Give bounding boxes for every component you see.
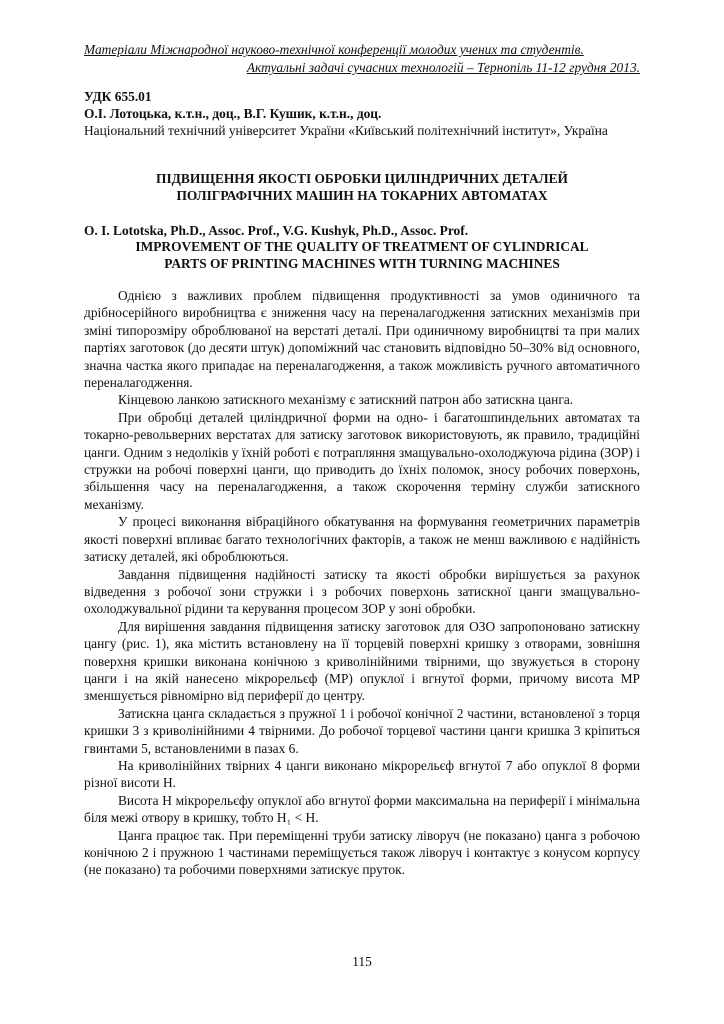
affiliation: Національний технічний університет України «Київський політехнічний інститут», Україна (84, 123, 608, 138)
paragraph: Для вирішення завдання підвищення затиску заготовок для ОЗО запропоновано затискну цангу (рис. 1), яка містить встановлену на її торцевій поверхні кришку з отворами, зовнішня поверхня кришки виконана конічною з криволінійними твірними, що звужується в сторону цанги і на якій нанесено мікрорельєф (МР) опуклої і вгнутої форми, причому висота МР зменшується рівномірно від периферії до центру. (84, 618, 640, 704)
title-ua (84, 171, 640, 204)
page-number: 115 (352, 954, 372, 969)
title-en (84, 239, 640, 272)
paragraph: Кінцевою ланкою затискного механізму є затискний патрон або затискна цанга. (118, 392, 574, 408)
authors-en: O. I. Lototska, Ph.D., Assoc. Prof., V.G. Kushyk, Ph.D., Assoc. Prof. (84, 223, 469, 238)
article-body (84, 287, 640, 879)
running-header-line2: Актуальні задачі сучасних технологій – Тернопіль 11-12 грудня 2013. (246, 60, 640, 75)
udk-code: УДК 655.01 (84, 89, 152, 104)
paragraph: На криволінійних твірних 4 цанги виконано мікрорельєф вгнутої 7 або опуклої 8 форми різної висоти H. (84, 757, 640, 791)
title-en-line1: IMPROVEMENT OF THE QUALITY OF TREATMENT OF CYLINDRICAL (135, 239, 589, 254)
paragraph: Однією з важливих проблем підвищення продуктивності за умов одиничного та дрібносерійного виробництва є зниження часу на переналагодження затискних механізмів при зміні типорозміру оброблюваної на верстаті деталі. При одиничному виробництві та при малих партіях заготовок (до десяти штук) допоміжний час становить відповідно 50–30% від основного, значна частка якого припадає на переналагодження, а також можливість ручного автоматичного переналагодження. (84, 288, 640, 391)
paragraph: Затискна цанга складається з пружної 1 і робочої конічної 2 частини, встановленої з торця кришки 3 з криволінійними 4 твірними. До робочої торцевої частини цанги кришка 3 кріпиться гвинтами 5, встановленими в пазах 6. (84, 705, 640, 756)
title-en-line2: PARTS OF PRINTING MACHINES WITH TURNING MACHINES (164, 255, 560, 271)
paragraph: Цанга працює так. При переміщенні труби затиску ліворуч (не показано) цанга з робочою конічною 2 і пружною 1 частинами переміщується також ліворуч і контактує з конусом корпусу (не показано) та робочими поверхнями затискує пруток. (84, 827, 640, 878)
running-header-line1: Матеріали Міжнародної науково-технічної конференції молодих учених та студентів. (84, 42, 584, 57)
paragraph: Висота H мікрорельєфу опуклої або вгнутої форми максимальна на периферії і мінімальна біля межі отвору в кришку, тобто H₁ < H. (84, 792, 640, 826)
paragraph: Завдання підвищення надійності затиску та якості обробки вирішується за рахунок відведення з робочої зони стружки і з робочих поверхонь затискної цанги змащувально-охолоджувальної рідини та керування процесом ЗОР у зоні обробки. (84, 566, 640, 617)
authors-ua: О.І. Лотоцька, к.т.н., доц., В.Г. Кушик, к.т.н., доц. (84, 106, 382, 121)
paragraph: При обробці деталей циліндричної форми на одно- і багатошпиндельних автоматах та токарно-револьверних верстатах для затиску заготовок використовують, як правило, традиційні цанги. Одним з недоліків у їхній роботі є потрапляння змащувально-охолоджуюча рідина (ЗОР) і стружки на робочі поверхні цанги, що приводить до їхніх поломок, зносу робочих поверхонь, збільшення часу на переналагодження, а також скорочення терміну служби затискного механізму. (84, 409, 640, 512)
title-ua-line2: ПОЛІГРАФІЧНИХ МАШИН НА ТОКАРНИХ АВТОМАТАХ (176, 187, 548, 203)
paragraph: У процесі виконання вібраційного обкатування на формування геометричних параметрів якості поверхні впливає багато технологічних факторів, а також не менш важливою є надійність затиску деталей, які оброблюються. (84, 514, 640, 565)
title-ua-line1: ПІДВИЩЕННЯ ЯКОСТІ ОБРОБКИ ЦИЛІНДРИЧНИХ ДЕТАЛЕЙ (156, 171, 568, 186)
